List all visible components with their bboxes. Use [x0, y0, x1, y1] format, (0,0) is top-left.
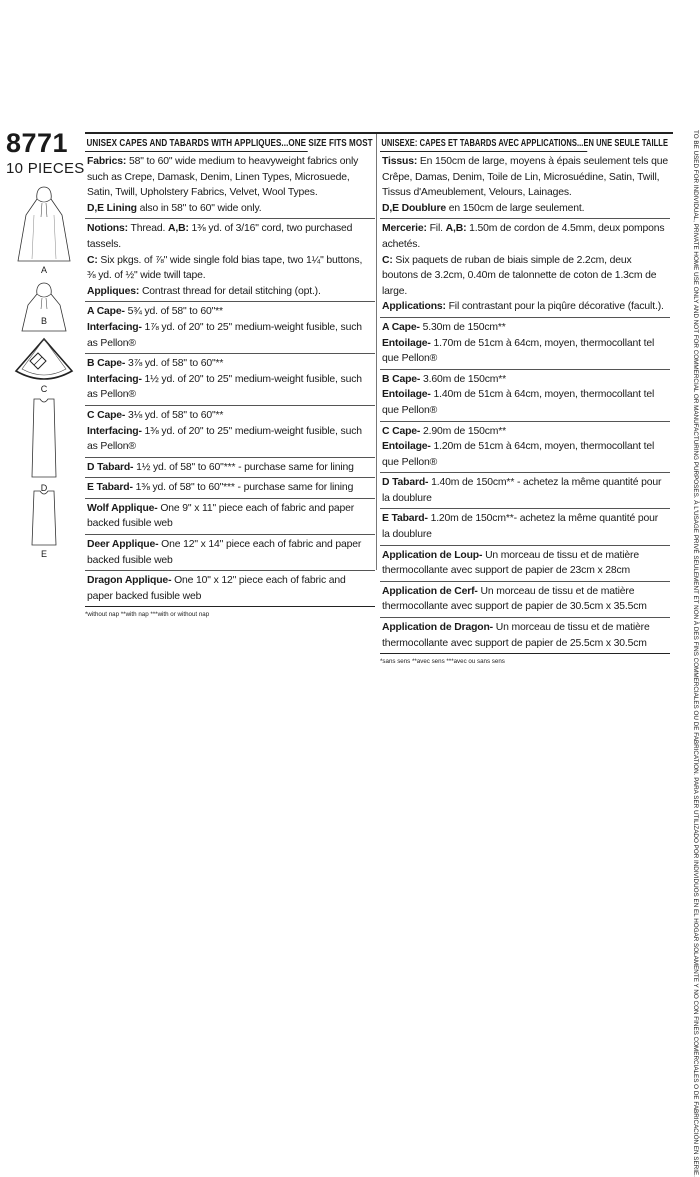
fr-dragon-row: Application de Dragon- Un morceau de tissu et de matière thermocollante avec support de papier de 25.5cm x 30.5cm	[380, 618, 670, 654]
view-a-sketch	[12, 185, 76, 265]
fr-e-tabard-row: E Tabard- 1.20m de 150cm**- achetez la même quantité pour la doublure	[380, 509, 670, 545]
mercerie-row: Mercerie: Fil. A,B: 1.50m de cordon de 4.5mm, deux pompons achetés. C: Six paquets de ruban de biais simple de 2.2cm, deux boutons de 3.2cm, 0.40m de talonnette de coton de 1.3cm de large. Applications: Fil contrastant pour la piqûre décorative (facult.).	[380, 219, 670, 318]
fabrics-row: Fabrics: 58" to 60" wide medium to heavyweight fabrics only such as Crepe, Damask, Denim, Linen Types, Microsuede, Satin, Twill, Upholstery Fabrics, Velvet, Wool Types. D,E Lining also in 58" to 60" wide only.	[85, 152, 375, 219]
english-column	[85, 134, 375, 618]
tissus-row: Tissus: En 150cm de large, moyens à épais seulement tels que Crêpe, Damas, Denim, Toile de Lin, Microsuédine, Satin, Twill, Tissus d'Ameublement, Velours, Lainages. D,E Doublure en 150cm de large seulement.	[380, 152, 670, 219]
view-d-label: D	[40, 483, 48, 493]
fr-c-cape-row: C Cape- 2.90m de 150cm** Entoilage- 1.20m de 51cm à 64cm, moyen, thermocollant tel que Pellon®	[380, 422, 670, 474]
c-cape-row: C Cape- 3⅛ yd. of 58" to 60"** Interfacing- 1⅜ yd. of 20" to 25" medium-weight fusible, such as Pellon®	[85, 406, 375, 458]
view-c-label: C	[40, 384, 48, 394]
deer-applique-row: Deer Applique- One 12" x 14" piece each of fabric and paper backed fusible web	[85, 535, 375, 571]
column-divider	[376, 134, 377, 570]
french-footnote: *sans sens **avec sens ***avec ou sans sens	[380, 658, 505, 666]
view-sketches	[12, 185, 76, 580]
view-e-label: E	[40, 549, 47, 559]
usage-notice: TO BE USED FOR INDIVIDUAL, PRIVATE HOME USE ONLY AND NOT FOR COMMERCIAL OR MANUFACTURING PURPOSES. À L'USAGE PRIVÉ SEULEMENT ET NON À DES FINS COMMERCIALES OU DE FABRICATION. PARA SER UTILIZADO POR INDIVIDUOS EN EL HOGAR SOLAMENTE Y NO CON FINES COMERCIALES O DE FABRICACIÓN EN SERIE.	[692, 130, 699, 1177]
notions-row: Notions: Thread. A,B: 1⅜ yd. of 3/16" cord, two purchased tassels. C: Six pkgs. of ⅞" wide single fold bias tape, two 1¼" buttons, ⅜ yd. of ½" wide twill tape. Appliques: Contrast thread for detail stitching (opt.).	[85, 219, 375, 302]
pattern-number: 8771	[6, 128, 69, 158]
yardage-table	[85, 132, 673, 666]
cerf-row: Application de Cerf- Un morceau de tissu et de matière thermocollante avec support de papier de 30.5cm x 35.5cm	[380, 582, 670, 618]
fr-b-cape-row: B Cape- 3.60m de 150cm** Entoilage- 1.40m de 51cm à 64cm, moyen, thermocollant tel que Pellon®	[380, 370, 670, 422]
d-tabard-row: D Tabard- 1½ yd. of 58" to 60"*** - purchase same for lining	[85, 458, 375, 479]
fr-a-cape-row: A Cape- 5.30m de 150cm** Entoilage- 1.70m de 51cm à 64cm, moyen, thermocollant tel que Pellon®	[380, 318, 670, 370]
english-title: UNISEX CAPES AND TABARDS WITH APPLIQUES...ONE SIZE FITS MOST	[85, 134, 308, 152]
a-cape-row: A Cape- 5¾ yd. of 58" to 60"** Interfacing- 1⅞ yd. of 20" to 25" medium-weight fusible, such as Pellon®	[85, 302, 375, 354]
wolf-applique-row: Wolf Applique- One 9" x 11" piece each of fabric and paper backed fusible web	[85, 499, 375, 535]
dragon-applique-row: Dragon Applique- One 10" x 12" piece each of fabric and paper backed fusible web	[85, 571, 375, 607]
loup-row: Application de Loup- Un morceau de tissu et de matière thermocollante avec support de papier de 23cm x 28cm	[380, 546, 670, 582]
view-b-label: B	[40, 316, 47, 326]
piece-count: 10 PIECES	[6, 160, 85, 177]
e-tabard-row: E Tabard- 1⅜ yd. of 58" to 60"*** - purchase same for lining	[85, 478, 375, 499]
view-a-label: A	[40, 265, 47, 275]
fr-d-tabard-row: D Tabard- 1.40m de 150cm** - achetez la même quantité pour la doublure	[380, 473, 670, 509]
b-cape-row: B Cape- 3⅞ yd. of 58" to 60"** Interfacing- 1½ yd. of 20" to 25" medium-weight fusible, such as Pellon®	[85, 354, 375, 406]
english-footnote: *without nap **with nap ***with or without nap	[85, 611, 210, 619]
french-title: UNISEXE: CAPES ET TABARDS AVEC APPLICATIONS...EN UNE SEULE TAILLE	[380, 134, 587, 152]
view-e-sketch	[12, 489, 76, 549]
french-column	[380, 134, 670, 665]
view-c-sketch	[12, 335, 76, 385]
view-d-sketch	[12, 397, 76, 479]
